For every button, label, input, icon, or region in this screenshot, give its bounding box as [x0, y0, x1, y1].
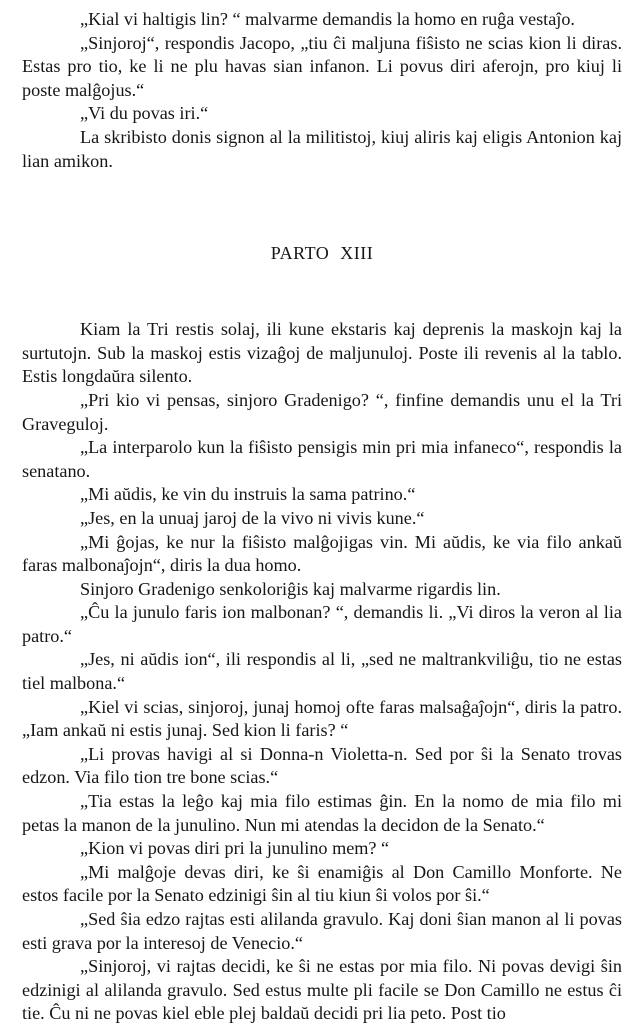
- paragraph: „Mi aŭdis, ke vin du instruis la sama patrino.“: [80, 484, 416, 505]
- paragraph: „Kiel vi scias, sinjoroj, junaj homoj ofte faras malsaĝaĵojn“, diris la patro. „Iam ankaŭ ni estis junaj. Sed kion li faris? “: [22, 696, 622, 741]
- paragraph: Kiam la Tri restis solaj, ili kune ekstaris kaj deprenis la maskojn kaj la surtutojn. Sub la maskoj estis vizaĝoj de maljunuloj. Poste ili revenis al la tablo. Estis longdaŭra silento.: [22, 319, 622, 387]
- paragraph: „Li provas havigi al si Donna-n Violetta-n. Sed por ŝi la Senato trovas edzon. Via filo tion tre bone scias.“: [22, 743, 622, 788]
- book-page: [22, 8, 622, 1026]
- paragraph: „Vi du povas iri.“: [80, 103, 209, 124]
- paragraph: „Jes, en la unuaj jaroj de la vivo ni vivis kune.“: [80, 507, 425, 528]
- paragraph: „La interparolo kun la fiŝisto pensigis min pri mia infaneco“, respondis la senatano.: [22, 437, 622, 481]
- paragraph: Sinjoro Gradenigo senkoloriĝis kaj malvarme rigardis lin.: [80, 578, 501, 599]
- chapter-heading: [22, 241, 622, 265]
- paragraph: „Mi ĝojas, ke nur la fiŝisto malĝojigas vin. Mi aŭdis, ke via filo ankaŭ faras malbonaĵojn“, diris la dua homo.: [22, 531, 622, 576]
- paragraph: „Kion vi povas diri pri la junulino mem? “: [80, 838, 390, 859]
- chapter-heading-text: PARTO XIII: [270, 243, 374, 264]
- paragraph: „Pri kio vi pensas, sinjoro Gradenigo? “, finfine demandis unu el la Tri Graveguloj.: [22, 389, 622, 434]
- paragraph: „Kial vi haltigis lin? “ malvarme demandis la homo en ruĝa vestaĵo.: [80, 9, 575, 29]
- paragraph: „Sinjoroj“, respondis Jacopo, „tiu ĉi maljuna fiŝisto ne scias kion li diras. Estas pro tio, ke li ne plu havas sian infanon. Li povus diri aferojn, pro kiuj li poste malĝojus.“: [22, 32, 622, 100]
- paragraph: „Sed ŝia edzo rajtas esti alilanda gravulo. Kaj doni ŝian manon al li povas esti grava por la interesoj de Venecio.“: [22, 909, 622, 953]
- paragraph: „Sinjoroj, vi rajtas decidi, ke ŝi ne estas por mia filo. Ni povas devigi ŝin edzinigi al alilanda gravulo. Sed estus multe pli facile se Don Camillo ne estus ĉi tie. Ĉu ni ne povas kiel eble plej baldaŭ decidi pri lia peto. Post tio: [22, 956, 622, 1024]
- paragraph: „Jes, ni aŭdis ion“, ili respondis al li, „sed ne maltrankviliĝu, tio ne estas tiel malbona.“: [22, 649, 622, 694]
- paragraph: „Mi malĝoje devas diri, ke ŝi enamiĝis al Don Camillo Monforte. Ne estos facile por la Senato edzinigi ŝin al tiu kiun ŝi volos por ŝi.“: [22, 861, 622, 906]
- paragraph: „Tia estas la leĝo kaj mia filo estimas ĝin. En la nomo de mia filo mi petas la manon de la junulino. Nun mi atendas la decidon de la Senato.“: [22, 791, 622, 835]
- paragraph: „Ĉu la junulo faris ion malbonan? “, demandis li. „Vi diros la veron al lia patro.“: [22, 602, 622, 646]
- paragraph: La skribisto donis signon al la militistoj, kiuj aliris kaj eligis Antonion kaj lian amikon.: [22, 126, 622, 171]
